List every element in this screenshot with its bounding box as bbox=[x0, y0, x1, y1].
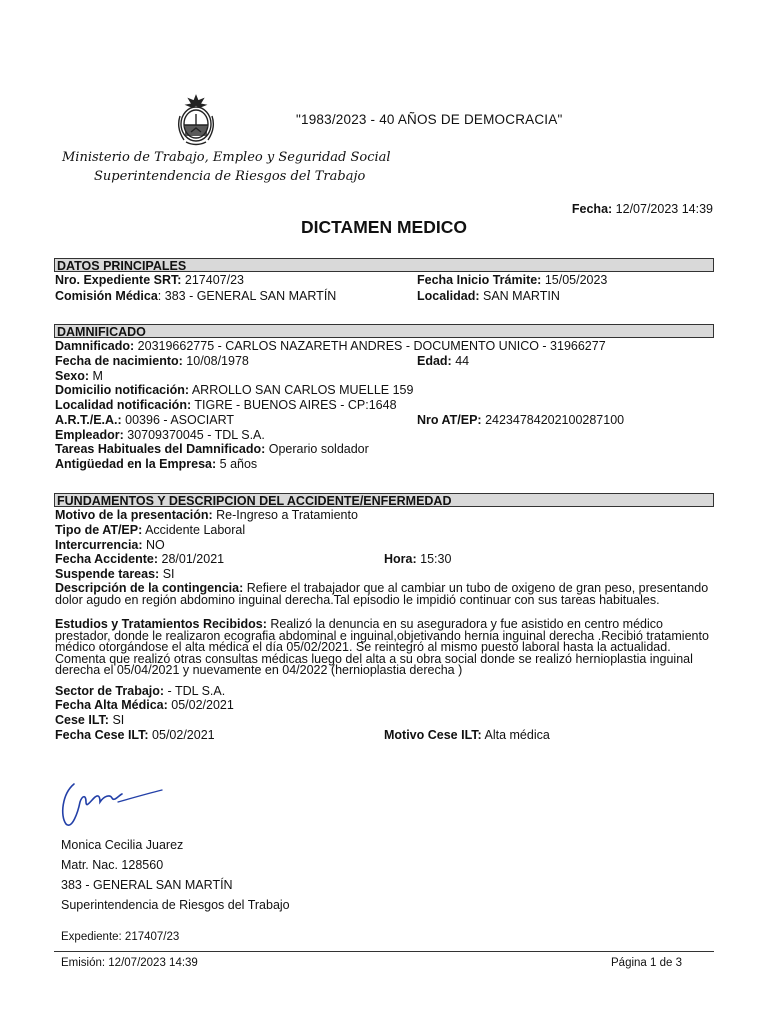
value: SI bbox=[112, 713, 125, 727]
fecha-label: Fecha: bbox=[571, 202, 613, 216]
field-cese bbox=[55, 713, 124, 728]
label: Sector de Trabajo: bbox=[55, 684, 165, 698]
label: Damnificado: bbox=[55, 339, 135, 353]
label: Comisión Médica bbox=[55, 289, 158, 303]
value: ARROLLO SAN CARLOS MUELLE 159 bbox=[191, 383, 414, 397]
footer-emision: Emisión: 12/07/2023 14:39 bbox=[61, 957, 198, 969]
value: Alta médica bbox=[484, 728, 550, 742]
value: Operario soldador bbox=[268, 442, 369, 456]
fecha-value: 12/07/2023 14:39 bbox=[615, 202, 713, 216]
section-heading-fundamentos: FUNDAMENTOS Y DESCRIPCION DEL ACCIDENTE/ENFERMEDAD bbox=[54, 493, 714, 507]
value: TIGRE - BUENOS AIRES - CP:1648 bbox=[194, 398, 397, 412]
label: Tareas Habituales del Damnificado: bbox=[55, 442, 266, 456]
field-nacimiento bbox=[55, 354, 249, 369]
label: Domicilio notificación: bbox=[55, 383, 190, 397]
field-edad bbox=[417, 354, 469, 369]
page-title: DICTAMEN MEDICO bbox=[301, 217, 467, 237]
value: 5 años bbox=[219, 457, 258, 471]
field-fecha-cese bbox=[55, 728, 215, 743]
field-intercurrencia bbox=[55, 538, 165, 553]
label: Fecha Alta Médica: bbox=[55, 698, 168, 712]
label: Fecha Inicio Trámite: bbox=[417, 273, 542, 287]
field-empleador bbox=[55, 428, 265, 443]
value: 44 bbox=[455, 354, 470, 368]
label: Motivo Cese ILT: bbox=[384, 728, 482, 742]
value: 30709370045 - TDL S.A. bbox=[127, 428, 265, 442]
agency-name: Superintendencia de Riesgos del Trabajo bbox=[94, 169, 366, 184]
document-date bbox=[572, 202, 713, 216]
value: Re-Ingreso a Tratamiento bbox=[216, 508, 358, 522]
footer-expediente: Expediente: 217407/23 bbox=[61, 931, 180, 943]
value: 217407/23 bbox=[184, 273, 244, 287]
value: Realizó la denuncia en su aseguradora y fue asistido en centro médico prestador, donde le realizaron ecografia abdominal e inguinal,objetivando hernia inguinal derecha .Recibió tratamiento médico otorgándose el alta médica el día 05/02/2021. Se reintegró al mismo puesto laboral hasta la actualidad. Comenta que realizó otras consultas médicas luego del alta a su obra social donde se realizó hernioplastia inguinal derecha el 05/04/2021 y nuevamente en 04/2022 (hernioplastia derecha ) bbox=[55, 617, 709, 678]
field-fecha-inicio bbox=[417, 273, 607, 288]
label: Fecha Cese ILT: bbox=[55, 728, 149, 742]
label: A.R.T./E.A.: bbox=[55, 413, 122, 427]
signer-comision: 383 - GENERAL SAN MARTÍN bbox=[61, 878, 233, 892]
signer-matricula: Matr. Nac. 128560 bbox=[61, 858, 164, 872]
signer-agency: Superintendencia de Riesgos del Trabajo bbox=[61, 898, 290, 912]
field-tipo bbox=[55, 523, 245, 538]
label: Nro. Expediente SRT: bbox=[55, 273, 182, 287]
field-art bbox=[55, 413, 234, 428]
label: Suspende tareas: bbox=[55, 567, 160, 581]
value: 20319662775 - CARLOS NAZARETH ANDRES - DOCUMENTO UNICO - 31966277 bbox=[137, 339, 606, 353]
value: 05/02/2021 bbox=[152, 728, 215, 742]
label: Antigüedad en la Empresa: bbox=[55, 457, 217, 471]
label: Edad: bbox=[417, 354, 452, 368]
value: 15:30 bbox=[420, 552, 452, 566]
value: 15/05/2023 bbox=[544, 273, 608, 287]
field-damnificado bbox=[55, 339, 606, 354]
label: Estudios y Tratamientos Recibidos: bbox=[55, 617, 267, 631]
footer-divider bbox=[54, 951, 714, 952]
field-fecha-alta bbox=[55, 698, 234, 713]
section-heading-datos-principales: DATOS PRINCIPALES bbox=[54, 258, 714, 272]
value: NO bbox=[146, 538, 165, 552]
field-fecha-accidente bbox=[55, 552, 224, 567]
field-antiguedad bbox=[55, 457, 257, 472]
value: : 383 - GENERAL SAN MARTÍN bbox=[157, 289, 337, 303]
label: Descripción de la contingencia: bbox=[55, 581, 244, 595]
label: Fecha de nacimiento: bbox=[55, 354, 183, 368]
label: Intercurrencia: bbox=[55, 538, 143, 552]
value: Accidente Laboral bbox=[145, 523, 246, 537]
value: - TDL S.A. bbox=[167, 684, 226, 698]
value: Refiere el trabajador que al cambiar un tubo de oxigeno de gran peso, presentando dolor agudo en región abdomino inguinal derecha.Tal episodio le impidió continuar con sus tareas habituales. bbox=[55, 581, 709, 607]
label: Empleador: bbox=[55, 428, 124, 442]
footer-page-number: Página 1 de 3 bbox=[611, 957, 682, 969]
ministry-name: Ministerio de Trabajo, Empleo y Seguridad Social bbox=[62, 150, 391, 165]
value: 05/02/2021 bbox=[171, 698, 234, 712]
label: Nro AT/EP: bbox=[417, 413, 482, 427]
field-estudios bbox=[55, 619, 715, 677]
signer-name: Monica Cecilia Juarez bbox=[61, 838, 184, 852]
field-tareas bbox=[55, 442, 369, 457]
field-motivo bbox=[55, 508, 358, 523]
label: Sexo: bbox=[55, 369, 90, 383]
field-nro-atep bbox=[417, 413, 624, 428]
label: Localidad notificación: bbox=[55, 398, 192, 412]
label: Motivo de la presentación: bbox=[55, 508, 213, 522]
field-localidad bbox=[417, 289, 560, 304]
label: Localidad: bbox=[417, 289, 480, 303]
value: 10/08/1978 bbox=[186, 354, 249, 368]
field-sexo bbox=[55, 369, 103, 384]
handwritten-signature bbox=[58, 772, 168, 834]
value: 00396 - ASOCIART bbox=[125, 413, 235, 427]
slogan: "1983/2023 - 40 AÑOS DE DEMOCRACIA" bbox=[296, 112, 563, 127]
label: Hora: bbox=[384, 552, 417, 566]
argentina-coat-of-arms-icon bbox=[172, 92, 220, 148]
field-motivo-cese bbox=[384, 728, 550, 743]
field-localidad-notificacion bbox=[55, 398, 397, 413]
label: Fecha Accidente: bbox=[55, 552, 159, 566]
value: 24234784202100287100 bbox=[485, 413, 625, 427]
value: SI bbox=[162, 567, 175, 581]
value: SAN MARTIN bbox=[483, 289, 560, 303]
field-comision bbox=[55, 289, 336, 304]
field-sector bbox=[55, 684, 225, 699]
field-hora bbox=[384, 552, 451, 567]
value: 28/01/2021 bbox=[161, 552, 225, 566]
section-heading-damnificado: DAMNIFICADO bbox=[54, 324, 714, 338]
field-descripcion bbox=[55, 583, 715, 606]
field-domicilio bbox=[55, 383, 413, 398]
label: Tipo de AT/EP: bbox=[55, 523, 143, 537]
value: M bbox=[92, 369, 103, 383]
label: Cese ILT: bbox=[55, 713, 109, 727]
field-expediente bbox=[55, 273, 244, 288]
field-suspende bbox=[55, 567, 175, 582]
